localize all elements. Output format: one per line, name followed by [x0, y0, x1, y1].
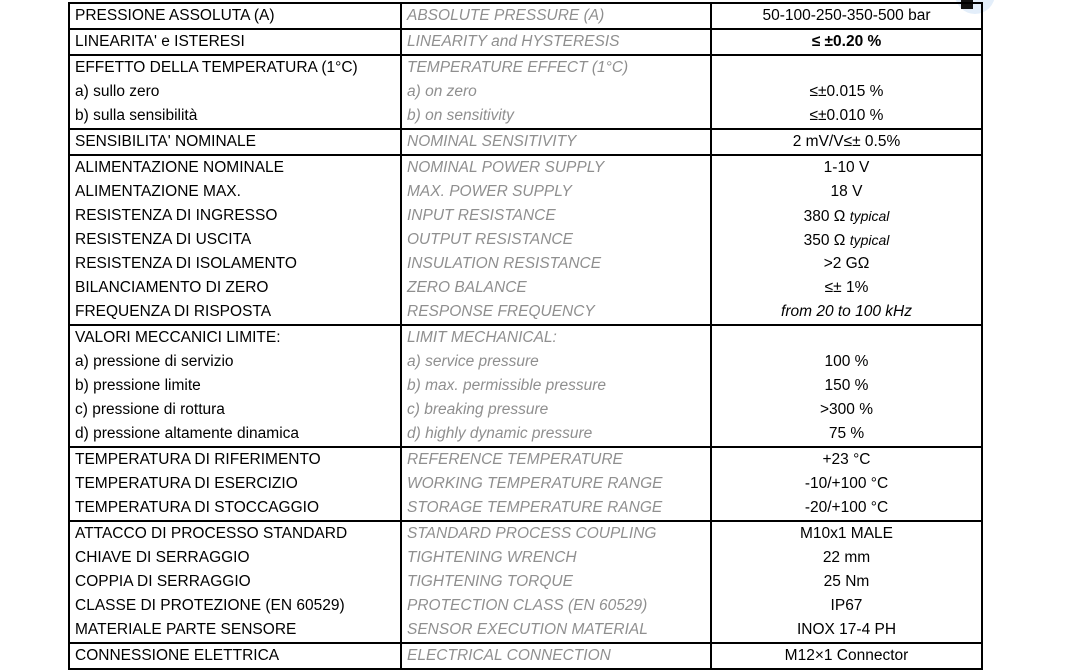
english-label: LINEARITY and HYSTERESIS [407, 33, 620, 50]
spec-value [717, 350, 976, 374]
italian-label-cell [69, 643, 401, 669]
italian-label: c) pressione di rottura [75, 401, 225, 418]
italian-label-cell [69, 3, 401, 29]
english-label: TIGHTENING TORQUE [407, 573, 573, 590]
spec-value [717, 300, 976, 324]
english-label: b) on sensitivity [407, 107, 514, 124]
italian-label: RESISTENZA DI USCITA [75, 231, 252, 248]
value-cell [711, 29, 982, 55]
english-label: INSULATION RESISTANCE [407, 255, 602, 272]
english-label: OUTPUT RESISTANCE [407, 231, 573, 248]
spec-value-text: M10x1 MALE [799, 525, 894, 542]
spec-value [717, 496, 976, 520]
english-label-cell [401, 129, 711, 155]
spec-value-text: from 20 to 100 kHz [781, 303, 912, 320]
specification-table [68, 2, 983, 670]
spec-value-text: ≤ ±0.20 % [811, 33, 882, 50]
italian-label: a) sullo zero [75, 83, 160, 100]
italian-label: CHIAVE DI SERRAGGIO [75, 549, 250, 566]
italian-label: d) pressione altamente dinamica [75, 425, 300, 442]
spec-value-text: 380 Ω [803, 208, 846, 225]
english-label-cell [401, 643, 711, 669]
italian-label: TEMPERATURA DI RIFERIMENTO [75, 451, 321, 468]
english-label-cell [401, 3, 711, 29]
spec-value [717, 594, 976, 618]
italian-label-cell [69, 521, 401, 643]
english-label: STORAGE TEMPERATURE RANGE [407, 499, 663, 516]
italian-label: b) sulla sensibilità [75, 107, 198, 124]
value-cell [711, 447, 982, 521]
english-label: TIGHTENING WRENCH [407, 549, 577, 566]
spec-row [69, 55, 982, 129]
italian-label: VALORI MECCANICI LIMITE: [75, 329, 281, 346]
english-label: RESPONSE FREQUENCY [407, 303, 595, 320]
spec-value-note: typical [849, 208, 890, 224]
spec-value [717, 4, 976, 28]
italian-label: PRESSIONE ASSOLUTA (A) [75, 7, 275, 24]
spec-value-text: M12×1 Connector [784, 647, 909, 664]
value-cell [711, 643, 982, 669]
italian-label: TEMPERATURA DI STOCCAGGIO [75, 499, 320, 516]
english-label: SENSOR EXECUTION MATERIAL [407, 621, 648, 638]
english-label: b) max. permissible pressure [407, 377, 606, 394]
italian-label: CLASSE DI PROTEZIONE (EN 60529) [75, 597, 345, 614]
spec-value-text: -10/+100 °C [804, 475, 889, 492]
spec-value-text: >300 % [819, 401, 873, 418]
english-label: TEMPERATURE EFFECT (1°C) [407, 59, 629, 76]
italian-label: BILANCIAMENTO DI ZERO [75, 279, 269, 296]
spec-group [69, 155, 982, 325]
italian-label: MATERIALE PARTE SENSORE [75, 621, 297, 638]
spec-value-text: ≤±0.015 % [809, 83, 884, 100]
spec-value [717, 546, 976, 570]
spec-value-text: -20/+100 °C [804, 499, 889, 516]
spec-value-text: 2 mV/V≤± 0.5% [792, 133, 901, 150]
spec-group [69, 447, 982, 521]
spec-value [717, 448, 976, 472]
spec-value-note: typical [849, 232, 890, 248]
english-label: a) on zero [407, 83, 477, 100]
english-label: STANDARD PROCESS COUPLING [407, 525, 657, 542]
english-label: c) breaking pressure [407, 401, 549, 418]
spec-group [69, 29, 982, 55]
spec-value [717, 156, 976, 180]
spec-group [69, 521, 982, 643]
spec-value-text: 100 % [824, 353, 869, 370]
spec-row [69, 129, 982, 155]
english-label: INPUT RESISTANCE [407, 207, 556, 224]
italian-label: EFFETTO DELLA TEMPERATURA (1°C) [75, 59, 358, 76]
spec-group [69, 643, 982, 669]
spec-value-text: INOX 17-4 PH [796, 621, 897, 638]
spec-value [717, 104, 976, 128]
spec-value [717, 398, 976, 422]
italian-label: COPPIA DI SERRAGGIO [75, 573, 251, 590]
italian-label-cell [69, 55, 401, 129]
spec-group [69, 325, 982, 447]
spec-value-text: ≤±0.010 % [809, 107, 884, 124]
english-label-cell [401, 155, 711, 325]
italian-label: SENSIBILITA' NOMINALE [75, 133, 256, 150]
spec-value-text: ≤± 1% [824, 279, 869, 296]
spec-group [69, 129, 982, 155]
italian-label-cell [69, 129, 401, 155]
spec-value [717, 374, 976, 398]
spec-value [717, 570, 976, 594]
spec-value [717, 228, 976, 252]
italian-label: ATTACCO DI PROCESSO STANDARD [75, 525, 348, 542]
value-cell [711, 155, 982, 325]
italian-label: ALIMENTAZIONE MAX. [75, 183, 241, 200]
italian-label: LINEARITA' e ISTERESI [75, 33, 245, 50]
spec-value-text: +23 °C [822, 451, 871, 468]
spec-value [717, 30, 976, 54]
italian-label: b) pressione limite [75, 377, 201, 394]
spec-value-text: 1-10 V [823, 159, 870, 176]
english-label-cell [401, 325, 711, 447]
spec-row [69, 155, 982, 325]
english-label: a) service pressure [407, 353, 539, 370]
spec-row [69, 325, 982, 447]
spec-value [717, 644, 976, 668]
spec-row [69, 3, 982, 29]
italian-label: RESISTENZA DI INGRESSO [75, 207, 278, 224]
english-label-cell [401, 521, 711, 643]
italian-label-cell [69, 155, 401, 325]
english-label: ABSOLUTE PRESSURE (A) [407, 7, 605, 24]
spec-value-text: 25 Nm [823, 573, 870, 590]
spec-value [717, 180, 976, 204]
italian-label: ALIMENTAZIONE NOMINALE [75, 159, 284, 176]
spec-value-text: IP67 [830, 597, 863, 614]
spec-value [717, 80, 976, 104]
italian-label-cell [69, 447, 401, 521]
english-label: d) highly dynamic pressure [407, 425, 593, 442]
spec-row [69, 29, 982, 55]
english-label-cell [401, 447, 711, 521]
english-label: REFERENCE TEMPERATURE [407, 451, 623, 468]
italian-label: TEMPERATURA DI ESERCIZIO [75, 475, 298, 492]
spec-value [717, 130, 976, 154]
spec-row [69, 643, 982, 669]
spec-row [69, 447, 982, 521]
value-cell [711, 3, 982, 29]
value-cell [711, 521, 982, 643]
spec-value-text: >2 GΩ [823, 255, 870, 272]
italian-label-cell [69, 325, 401, 447]
spec-value-text: 150 % [824, 377, 869, 394]
spec-value [717, 326, 976, 350]
spec-value-text: 50-100-250-350-500 bar [762, 7, 931, 24]
spec-group [69, 3, 982, 29]
italian-label-cell [69, 29, 401, 55]
spec-value [717, 618, 976, 642]
spec-value [717, 252, 976, 276]
italian-label: a) pressione di servizio [75, 353, 234, 370]
spec-value-text: 18 V [830, 183, 863, 200]
spec-value [717, 276, 976, 300]
value-cell [711, 129, 982, 155]
value-cell [711, 325, 982, 447]
english-label: MAX. POWER SUPPLY [407, 183, 572, 200]
spec-value [717, 422, 976, 446]
english-label: NOMINAL POWER SUPPLY [407, 159, 605, 176]
spec-value [717, 204, 976, 228]
english-label: NOMINAL SENSITIVITY [407, 133, 577, 150]
spec-value-text: 22 mm [822, 549, 871, 566]
spec-value [717, 472, 976, 496]
spec-value-text: 350 Ω [803, 232, 846, 249]
value-cell [711, 55, 982, 129]
english-label: PROTECTION CLASS (EN 60529) [407, 597, 648, 614]
italian-label: CONNESSIONE ELETTRICA [75, 647, 280, 664]
english-label-cell [401, 29, 711, 55]
spec-value-text: 75 % [828, 425, 865, 442]
spec-value [717, 522, 976, 546]
italian-label: FREQUENZA DI RISPOSTA [75, 303, 272, 320]
spec-value [717, 56, 976, 80]
english-label: LIMIT MECHANICAL: [407, 329, 557, 346]
english-label: ELECTRICAL CONNECTION [407, 647, 611, 664]
english-label: WORKING TEMPERATURE RANGE [407, 475, 663, 492]
italian-label: RESISTENZA DI ISOLAMENTO [75, 255, 297, 272]
english-label: ZERO BALANCE [407, 279, 527, 296]
spec-row [69, 521, 982, 643]
english-label-cell [401, 55, 711, 129]
spec-group [69, 55, 982, 129]
